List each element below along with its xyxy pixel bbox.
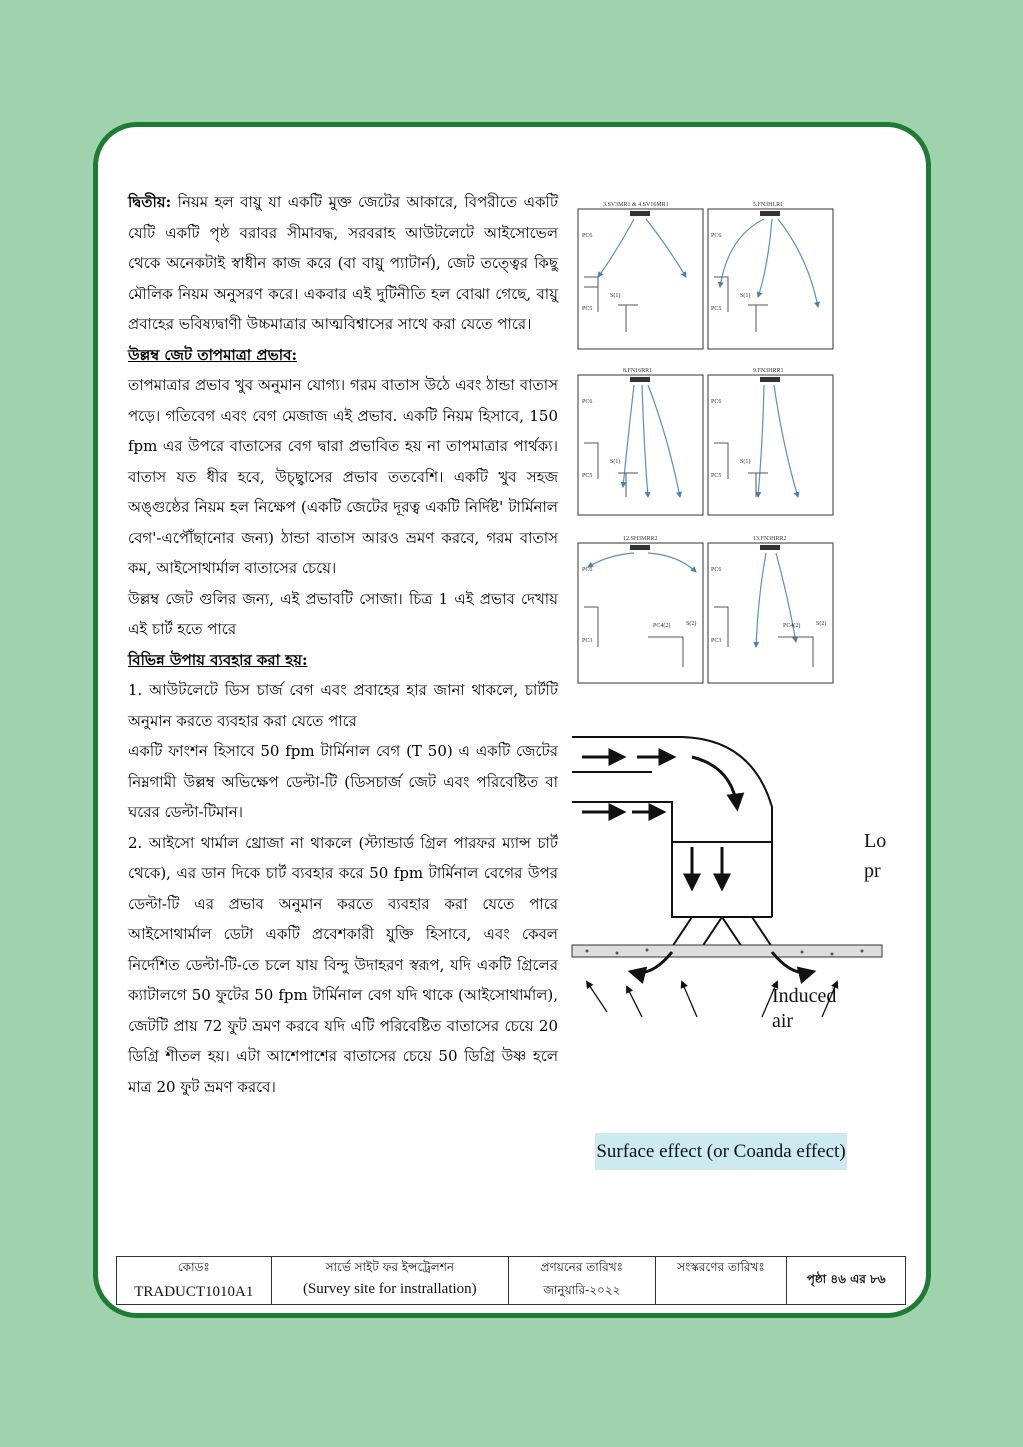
label-pc5-4: PC5 [711, 473, 722, 479]
paragraph-5: একটি ফাংশন হিসাবে 50 fpm টার্মিনাল বেগ (T 50) এ একটি জেটের নিম্নগামী উল্লম্ব অভিক্ষেপ ডেল্টা-টি (ডিসচার্জ জেট এবং পরিবেষ্টিত বা ঘরের ডেল্টা-টিমান। [128, 742, 558, 821]
body-text [128, 187, 558, 1102]
paragraph-1-lead: দ্বিতীয়: [128, 193, 172, 211]
label-lo: Lo [864, 830, 887, 852]
footer-title-label: সার্ভে সাইট ফর ইন্সট্রেলশন [325, 1260, 454, 1274]
label-pr: pr [864, 860, 881, 882]
coanda-caption: Surface effect (or Coanda effect) [595, 1133, 847, 1170]
footer-date-cell [509, 1257, 656, 1304]
footer-date-value: জানুয়ারি-২০২২ [543, 1283, 621, 1297]
heading-methods: বিভিন্ন উপায় ব্যবহার করা হয়: [128, 650, 308, 669]
footer-title-value: (Survey site for instrallation) [302, 1281, 477, 1297]
label-pc3-1: PC3 [582, 638, 593, 644]
coanda-effect-figure [572, 727, 887, 1032]
label-s1-3: S(1) [610, 459, 621, 465]
document-footer [116, 1256, 906, 1305]
label-pc6-2: PC6 [711, 233, 722, 239]
paragraph-1-text: নিয়ম হল বায়ু যা একটি মুক্ত জেটের আকারে, বিপরীতে একটি যেটি একটি পৃষ্ঠ বরাবর সীমাবদ্ধ, সরবরাহ আউটলেটে আইসোভেল থেকে অনেকটাই স্বাধীন কাজ করে (বা বায়ু প্যাটার্ন), জেট তত্ত্বের কিছু মৌলিক নিয়ম অনুসরণ করে। একবার এই দুটিনীতি হল বোঝা গেছে, বায়ু প্রবাহের ভবিষ্যদ্বাণী উচ্চমাত্রার আত্মবিশ্বাসের সাথে করা যেতে পারে। [128, 193, 558, 333]
label-pc4-1: PC4(2) [653, 623, 671, 629]
label-pc3-2: PC3 [711, 638, 722, 644]
panel-title-3: 8.FN16RR1 [623, 368, 653, 374]
paragraph-2: তাপমাত্রার প্রভাব খুব অনুমান যোগ্য। গরম বাতাস উঠে এবং ঠান্ডা বাতাস পড়ে। গতিবেগ এবং বেগ মেজাজ এই প্রভাব. একটি নিয়ম হিসাবে, 150 fpm এর উপরে বাতাসের বেগ দ্বারা প্রভাবিত হয় না তাপমাত্রার পার্থক্য। বাতাস যত ধীর হবে, উচ্ছ্বাসের প্রভাব ততবেশি। একটি খুব সহজ অঙ্গুষ্ঠের নিয়ম হল নিক্ষেপ (একটি জেটের দূরত্ব একটি নির্দিষ্ট' টার্মিনাল বেগ'-এপৌঁছানোর জন্য) ঠান্ডা বাতাস আরও ভ্রমণ করবে, গরম বাতাস কম, আইসোথার্মাল বাতাসের চেয়ে। [128, 376, 558, 577]
paragraph-4: 1. আউটলেটে ডিস চার্জ বেগ এবং প্রবাহের হার জানা থাকলে, চার্টটি অনুমান করতে ব্যবহার করা যেতে পারে [128, 681, 558, 730]
footer-date-label: প্রণয়নের তারিখঃ [540, 1260, 624, 1274]
footer-revision-label: সংস্করণের তারিখঃ [677, 1260, 765, 1274]
label-s1-1: S(1) [610, 293, 621, 299]
label-s2-2: S(2) [816, 621, 827, 627]
label-induced: Induced [772, 985, 837, 1007]
footer-revision-cell [656, 1257, 788, 1304]
paragraph-1 [128, 187, 558, 340]
heading-vertical-jet: উল্লম্ব জেট তাপমাত্রা প্রভাব: [128, 345, 297, 364]
label-s1-2: S(1) [740, 293, 751, 299]
label-pc6-4: PC6 [711, 399, 722, 405]
label-s1-4: S(1) [740, 459, 751, 465]
footer-code-value: TRADUCT1010A1 [134, 1284, 254, 1300]
panel-title-1: 3.SV3MR1 & 4.SV16MR1 [603, 202, 669, 208]
label-pc5-3: PC5 [582, 473, 593, 479]
panel-title-6: 13.FN3HRR2 [753, 536, 787, 542]
footer-title-cell [272, 1257, 509, 1304]
footer-page-number: পৃষ্ঠা ৪৬ এর ৮৬ [806, 1271, 886, 1286]
label-pc6-6: PC6 [711, 567, 722, 573]
label-s2-1: S(2) [686, 621, 697, 627]
paragraph-3: উল্লম্ব জেট গুলির জন্য, এই প্রভাবটি সোজা। চিত্র 1 এই প্রভাব দেখায় এই চার্ট হতে পারে [128, 589, 558, 638]
panel-title-5: 12.SH3MRR2 [623, 536, 658, 542]
footer-code-label: কোডঃ [177, 1260, 210, 1274]
label-pc5-1: PC5 [582, 306, 593, 312]
label-pc5-2: PC5 [711, 306, 722, 312]
label-air: air [772, 1010, 794, 1032]
label-pc6-5: PC6 [582, 567, 593, 573]
paragraph-6: 2. আইসো থার্মাল থ্রোজা না থাকলে (স্ট্যান্ডার্ড গ্রিল পারফর ম্যান্স চার্ট থেকে), এর ডান দিকে চার্ট ব্যবহার করে 50 fpm টার্মিনাল বেগের উপর ডেল্টা-টি এর প্রভাব অনুমান করতে ব্যবহার করা যেতে পারে আইসোথার্মাল ডেটা একটি প্রবেশকারী যুক্তি হিসাবে, এবং কেবল নির্দেশিত ডেল্টা-টি-তে চলে যায় বিন্দু উদাহরণ স্বরূপ, যদি একটি গ্রিলের ক্যাটালগে 50 ফুটের 50 fpm টার্মিনাল বেগ যদি থাকে (আইসোথার্মাল), জেটটি প্রায় 72 ফুট ভ্রমণ করবে যদি এটি পরিবেষ্টিত বাতাসের চেয়ে 20 ডিগ্রি শীতল হয়। এটা আশেপাশের বাতাসের চেয়ে 50 ডিগ্রি উষ্ণ হলে মাত্র 20 ফুট ভ্রমণ করবে। [128, 833, 558, 1096]
panel-title-4: 9.FN3HRR1 [753, 368, 784, 374]
footer-code-cell [117, 1257, 272, 1304]
label-pc6-1: PC6 [582, 233, 593, 239]
document-page [93, 122, 931, 1318]
panel-title-2: 5.FN3HLR1 [753, 202, 784, 208]
room-airflow-figure [568, 197, 873, 682]
label-pc6-3: PC6 [582, 399, 593, 405]
footer-page-cell [787, 1257, 905, 1304]
label-pc4-2: PC4(2) [783, 623, 801, 629]
